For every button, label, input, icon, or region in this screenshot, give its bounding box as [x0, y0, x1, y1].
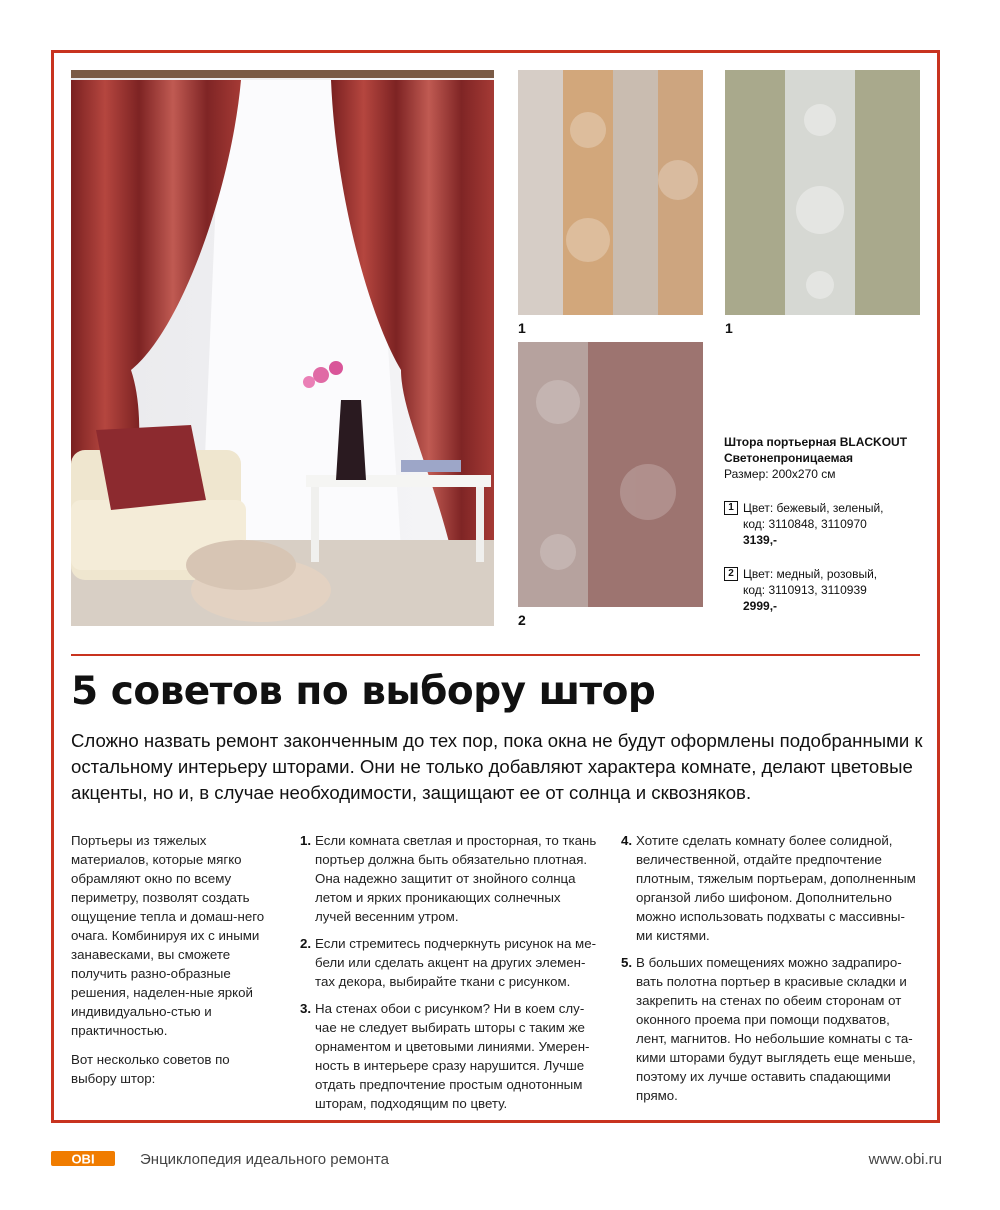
fabric-swatch-pink [518, 342, 703, 607]
tip-item [300, 934, 600, 991]
option-price: 2999,- [743, 599, 778, 613]
tips-column [300, 831, 600, 1121]
option-number-box: 1 [724, 501, 738, 515]
room-photo [71, 70, 494, 626]
option-code: код: 3110913, 3110939 [743, 583, 867, 597]
tip-text: Хотите сделать комнату более солидной, величественной, отдайте предпочтение плотным, тяжелым портьерам, дополненным органзой либо шифоном. Дополнительно можно использовать подхваты с массивны-ми кистями. [636, 833, 916, 943]
fabric-swatch-green [725, 70, 920, 315]
product-option [724, 566, 924, 614]
product-subtitle: Светонепроницаемая [724, 451, 854, 465]
swatch-label: 1 [725, 320, 733, 336]
tip-text: На стенах обои с рисунком? Ни в коем слу-чае не следует выбирать шторы с таким же орнаментом и цветовыми линиями. Умерен-ность в интерьере сразу нарушится. Лучше отдать предпочтение простым однотонным шторам, подходящим по цвету. [315, 1001, 590, 1111]
footer-tagline: Энциклопедия идеального ремонта [140, 1151, 389, 1168]
tip-number: 3. [300, 1001, 312, 1016]
tip-item [621, 953, 921, 1105]
tip-text: Если стремитесь подчеркнуть рисунок на ме-бели или сделать акцент на других элемен-тах декора, выбирайте ткани с рисунком. [315, 936, 597, 989]
logo-text: OBI [71, 1151, 95, 1166]
obi-logo[interactable] [51, 1151, 115, 1166]
option-color: Цвет: бежевый, зеленый, [743, 501, 884, 515]
option-color: Цвет: медный, розовый, [743, 567, 878, 581]
tip-text: Если комната светлая и просторная, то ткань портьер должна быть обязательно плотная. Она надежно защитит от знойного солнца летом и ярких проникающих солнечных лучей весенним утром. [315, 833, 597, 924]
product-option [724, 500, 924, 548]
intro-paragraph: Вот несколько советов по выбору штор: [71, 1052, 230, 1086]
product-info [724, 434, 924, 614]
tip-number: 1. [300, 833, 312, 848]
intro-paragraph: Портьеры из тяжелых материалов, которые мягко обрамляют окно по всему периметру, позволят создать ощущение тепла и домаш-него очага. Комбинируя их с иными занавесками, вы сможете получить разно-образные решения, наделен-ные яркой индивидуально-стью и практичностью. [71, 833, 265, 1038]
product-size: Размер: 200x270 см [724, 467, 836, 481]
tip-item [621, 831, 921, 945]
tip-number: 2. [300, 936, 312, 951]
fabric-swatch-beige [518, 70, 703, 315]
tip-text: В больших помещениях можно задрапиро-вать полотна портьер в красивые складки и закрепить на стенах по обеим сторонам от оконного проема при помощи подхватов, лент, магнитов. Но небольшие комнаты с та-кими шторами будут выглядеть еще меньше, поэтому их лучше оставить спадающими прямо. [636, 955, 916, 1103]
headline: 5 советов по выбору штор [71, 669, 656, 714]
option-code: код: 3110848, 3110970 [743, 517, 867, 531]
footer-url[interactable]: www.obi.ru [868, 1151, 942, 1168]
lead-paragraph: Сложно назвать ремонт законченным до тех пор, пока окна не будут оформлены подобранными к остальному интерьеру шторами. Они не только добавляют характера комнате, делают цветовые акценты, но и, в случае необходимости, защищают ее от солнца и сквозняков. [71, 730, 923, 803]
option-number-box: 2 [724, 567, 738, 581]
tip-item [300, 831, 600, 926]
tip-number: 4. [621, 833, 633, 848]
swatch-label: 1 [518, 320, 526, 336]
intro-column [71, 831, 266, 1088]
section-divider [71, 654, 920, 656]
swatch-label: 2 [518, 612, 526, 628]
product-title: Штора портьерная BLACKOUT [724, 435, 908, 449]
tip-item [300, 999, 600, 1113]
tip-number: 5. [621, 955, 633, 970]
option-price: 3139,- [743, 533, 778, 547]
tips-column [621, 831, 921, 1113]
